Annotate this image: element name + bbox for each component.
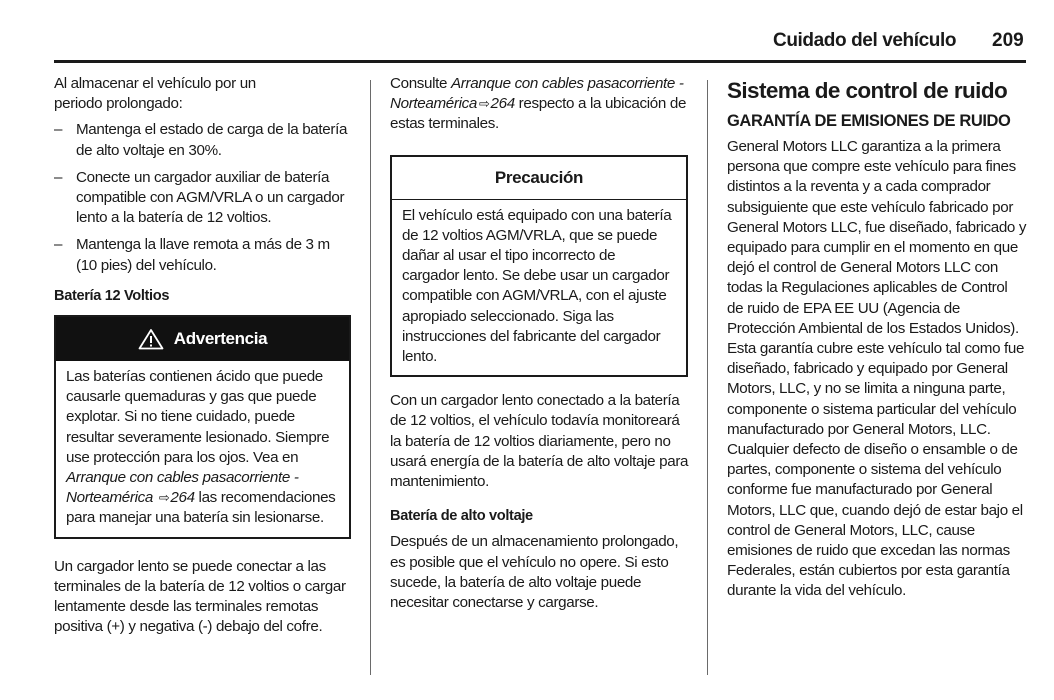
bullet-text: Mantenga la llave remota a más de 3 m (10 pies) del vehículo. xyxy=(76,236,330,274)
intro-line: periodo prolongado: xyxy=(54,95,183,113)
warning-title: Advertencia xyxy=(173,328,268,348)
warning-text: las recomendaciones para manejar una batería sin lesionarse. xyxy=(66,489,336,527)
warning-text: Las baterías contienen ácido que puede causarle quemaduras y gas que puede explotar. Si no tiene cuidado, puede resultar severamente lesionado. Siempre use protección para los ojos. Vea en xyxy=(66,368,330,466)
page-header xyxy=(0,0,1054,64)
page-reference[interactable]: 264 xyxy=(490,95,515,113)
paragraph xyxy=(390,74,690,135)
section-heading: Sistema de control de ruido xyxy=(727,78,1008,103)
bullet-dash: – xyxy=(54,121,63,139)
storage-bullet-list xyxy=(54,120,354,275)
bullet-dash: – xyxy=(54,236,63,254)
column-left xyxy=(54,74,354,637)
column-right xyxy=(727,74,1027,602)
warning-title-bar xyxy=(56,317,349,361)
warning-triangle-icon xyxy=(138,328,164,350)
page-reference[interactable]: 264 xyxy=(170,489,195,507)
header-rule xyxy=(54,60,1026,63)
list-item xyxy=(54,168,354,229)
paragraph-text: Consulte xyxy=(390,75,452,92)
subhead-12v-battery: Batería 12 Voltios xyxy=(54,287,170,304)
paragraph-text: respecto a la ubicación de estas terminales. xyxy=(390,95,687,133)
paragraph: Después de un almacenamiento prolongado, es posible que el vehículo no opere. Si esto sucede, la batería de alto voltaje puede necesitar conectarse y cargarse. xyxy=(390,533,679,612)
paragraph: Un cargador lento se puede conectar a las terminales de la batería de 12 voltios o cargar lentamente desde las terminales remotas positiva (+) y negativa (-) debajo del cofre. xyxy=(54,557,346,636)
caution-title: Precaución xyxy=(392,157,686,200)
list-item xyxy=(54,120,354,160)
warning-box xyxy=(54,315,351,539)
bullet-dash: – xyxy=(54,168,63,186)
cross-reference-link[interactable]: Arranque con cables pasacorriente - Norteamérica xyxy=(390,75,684,113)
list-item xyxy=(54,235,354,275)
page-number: 209 xyxy=(992,30,1024,51)
column-divider xyxy=(707,80,708,675)
section-title: Cuidado del vehículo xyxy=(773,30,957,51)
cross-reference-link[interactable]: Arranque con cables pasacorriente - Norteamérica xyxy=(66,469,299,507)
bullet-text: Mantenga el estado de carga de la batería de alto voltaje en 30%. xyxy=(76,121,348,159)
intro-line: Al almacenar el vehículo por un xyxy=(54,75,256,92)
paragraph: Con un cargador lento conectado a la batería de 12 voltios, el vehículo todavía monitoreará la batería de 12 voltios diariamente, pero no usará energía de la batería de alto voltaje para mantenimiento. xyxy=(390,392,689,491)
reference-arrow-icon: ⇨ xyxy=(158,490,170,506)
reference-arrow-icon: ⇨ xyxy=(478,96,490,112)
bullet-text: Conecte un cargador auxiliar de batería compatible con AGM/VRLA o un cargador lento a la batería de 12 voltios. xyxy=(76,168,345,227)
caution-box xyxy=(390,155,688,378)
subhead-hv-battery: Batería de alto voltaje xyxy=(390,508,533,525)
column-divider xyxy=(370,80,371,675)
section-subheading: GARANTÍA DE EMISIONES DE RUIDO xyxy=(727,112,1011,130)
column-middle xyxy=(390,74,690,613)
warning-body xyxy=(56,361,349,537)
paragraph: General Motors LLC garantiza a la primera persona que compre este vehículo para fines distintos a la reventa y a cada comprador subsiguiente que este vehículo fabricado por General Motors LLC, fue diseñado, fabricado y equipado para cumplir en el momento en que dejó el control de General Motors LLC con todas la Regulaciones aplicables de Control de ruido de EPA EE UU (Agencia de Protección Ambiental de los Estados Unidos). Esta garantía cubre este vehículo tal como fue diseñado, fabricado y equipado por General Motors, LLC, y no se limita a ninguna parte, componente o sistema particular del vehículo manufacturado por General Motors, LLC. Cualquier defecto de diseño o ensamble o de partes, componente o sistema del vehículo conforme fue manufacturado por General Motors, LLC que, cuando dejó de estar bajo el control de General Motors, LLC, cause emisiones de ruido que excedan las normas Federales, están cubiertos por esta garantía durante la vida del vehículo. xyxy=(727,138,1027,600)
caution-body: El vehículo está equipado con una batería de 12 voltios AGM/VRLA, que se puede dañar al usar el tipo incorrecto de cargador lento. Se debe usar un cargador compatible con AGM/VRLA, con el ajuste apropiado seleccionado. Siga las instrucciones del fabricante del cargador lento. xyxy=(402,206,672,366)
